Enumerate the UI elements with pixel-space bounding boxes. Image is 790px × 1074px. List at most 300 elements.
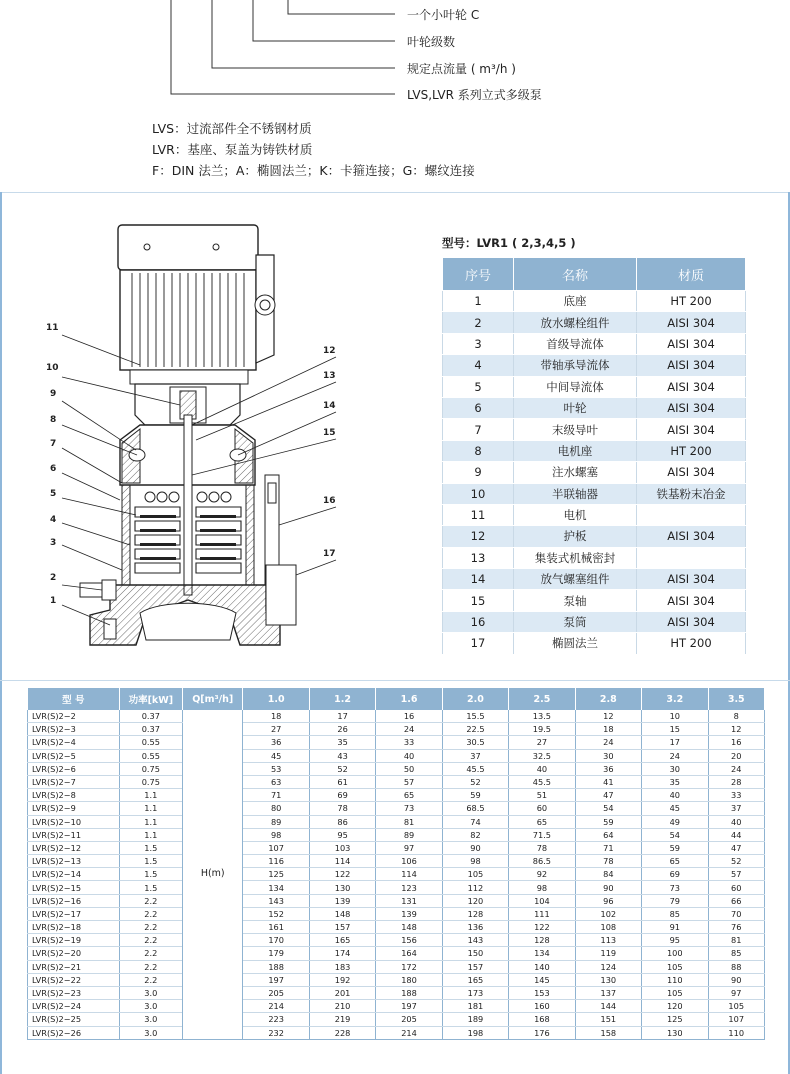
- perf-head-value: 150: [442, 947, 508, 960]
- part-index: 14: [443, 569, 514, 590]
- perf-head-value: 158: [575, 1026, 641, 1039]
- part-material: [637, 547, 746, 568]
- perf-power: 3.0: [119, 1000, 182, 1013]
- perf-power: 2.2: [119, 934, 182, 947]
- perf-head-value: 78: [509, 841, 575, 854]
- parts-table-body: [443, 291, 746, 655]
- perf-head-value: 214: [376, 1026, 442, 1039]
- perf-head-value: 30: [642, 762, 708, 775]
- perf-row: [28, 775, 765, 788]
- perf-power: 1.5: [119, 881, 182, 894]
- part-name: 护板: [514, 526, 637, 547]
- perf-model: LVR(S)2−23: [28, 986, 120, 999]
- perf-head-value: 161: [243, 921, 309, 934]
- frame-left-lower: [0, 682, 2, 1074]
- perf-head-value: 86.5: [509, 855, 575, 868]
- perf-head-value: 78: [309, 802, 375, 815]
- perf-power: 1.1: [119, 802, 182, 815]
- perf-header-flow-value: 3.2: [642, 688, 708, 710]
- part-material: HT 200: [637, 291, 746, 312]
- perf-head-value: 59: [642, 841, 708, 854]
- perf-head-value: 122: [309, 868, 375, 881]
- perf-head-value: 140: [509, 960, 575, 973]
- part-name: 注水螺塞: [514, 462, 637, 483]
- perf-head-value: 143: [243, 894, 309, 907]
- perf-head-value: 60: [708, 881, 765, 894]
- part-material: HT 200: [637, 633, 746, 654]
- perf-head-value: 180: [376, 973, 442, 986]
- perf-head-value: 16: [376, 710, 442, 723]
- perf-head-value: 65: [642, 855, 708, 868]
- perf-head-value: 105: [442, 868, 508, 881]
- parts-row: [443, 291, 746, 312]
- perf-row: [28, 855, 765, 868]
- perf-power: 1.1: [119, 789, 182, 802]
- pump-stages: [122, 475, 279, 585]
- perf-head-value: 73: [642, 881, 708, 894]
- perf-power: 1.1: [119, 828, 182, 841]
- note-lvs: LVS：过流部件全不锈钢材质: [152, 121, 312, 136]
- perf-power: 0.75: [119, 775, 182, 788]
- perf-head-value: 71: [575, 841, 641, 854]
- perf-head-value: 78: [575, 855, 641, 868]
- perf-head-value: 183: [309, 960, 375, 973]
- perf-head-value: 82: [442, 828, 508, 841]
- perf-model: LVR(S)2−13: [28, 855, 120, 868]
- perf-model: LVR(S)2−16: [28, 894, 120, 907]
- perf-power: 1.5: [119, 841, 182, 854]
- perf-row: [28, 1013, 765, 1026]
- perf-head-value: 188: [376, 986, 442, 999]
- perf-row: [28, 710, 765, 723]
- part-material: [637, 504, 746, 525]
- perf-head-value: 112: [442, 881, 508, 894]
- perf-power: 3.0: [119, 986, 182, 999]
- part-material: AISI 304: [637, 312, 746, 333]
- perf-power: 2.2: [119, 921, 182, 934]
- perf-head-value: 134: [509, 947, 575, 960]
- perf-model: LVR(S)2−15: [28, 881, 120, 894]
- perf-power: 1.1: [119, 815, 182, 828]
- perf-head-value: 173: [442, 986, 508, 999]
- perf-head-value: 71: [243, 789, 309, 802]
- perf-head-value: 89: [243, 815, 309, 828]
- perf-head-value: 51: [509, 789, 575, 802]
- code-label-rated-flow: 规定点流量 ( m³/h ): [407, 62, 516, 76]
- perf-head-value: 69: [309, 789, 375, 802]
- perf-head-value: 15.5: [442, 710, 508, 723]
- callout-5: 5: [50, 489, 57, 499]
- motor: [118, 225, 275, 384]
- perf-head-value: 110: [642, 973, 708, 986]
- perf-model: LVR(S)2−12: [28, 841, 120, 854]
- perf-head-value: 54: [575, 802, 641, 815]
- parts-row: [443, 397, 746, 418]
- perf-head-value: 37: [708, 802, 765, 815]
- perf-head-value: 124: [575, 960, 641, 973]
- part-name: 电机: [514, 504, 637, 525]
- perf-head-value: 24: [708, 762, 765, 775]
- part-index: 12: [443, 526, 514, 547]
- callout-15: 15: [323, 428, 336, 438]
- parts-row: [443, 569, 746, 590]
- perf-head-value: 44: [708, 828, 765, 841]
- perf-head-value: 27: [243, 723, 309, 736]
- part-name: 末级导叶: [514, 419, 637, 440]
- part-name: 集装式机械密封: [514, 547, 637, 568]
- perf-row: [28, 947, 765, 960]
- perf-head-value: 69: [642, 868, 708, 881]
- perf-head-value: 63: [243, 775, 309, 788]
- perf-head-value: 96: [575, 894, 641, 907]
- part-index: 8: [443, 440, 514, 461]
- callout-7: 7: [50, 439, 57, 449]
- perf-head-value: 12: [575, 710, 641, 723]
- perf-head-value: 28: [708, 775, 765, 788]
- part-index: 13: [443, 547, 514, 568]
- perf-head-value: 157: [442, 960, 508, 973]
- perf-head-value: 205: [376, 1013, 442, 1026]
- perf-head-value: 122: [509, 921, 575, 934]
- perf-head-value: 35: [642, 775, 708, 788]
- perf-model: LVR(S)2−21: [28, 960, 120, 973]
- perf-header-flow-value: 2.0: [442, 688, 508, 710]
- perf-head-value: 148: [309, 907, 375, 920]
- perf-head-value: 18: [575, 723, 641, 736]
- perf-power: 2.2: [119, 973, 182, 986]
- perf-head-value: 130: [642, 1026, 708, 1039]
- perf-head-value: 110: [708, 1026, 765, 1039]
- perf-head-value: 81: [376, 815, 442, 828]
- code-label-impeller-stages: 叶轮级数: [407, 35, 456, 49]
- perf-head-value: 90: [708, 973, 765, 986]
- parts-row: [443, 312, 746, 333]
- perf-row: [28, 749, 765, 762]
- perf-head-value: 71.5: [509, 828, 575, 841]
- perf-head-value: 125: [243, 868, 309, 881]
- part-material: 铁基粉末冶金: [637, 483, 746, 504]
- callout-9: 9: [50, 389, 57, 399]
- perf-model: LVR(S)2−24: [28, 1000, 120, 1013]
- perf-head-value: 100: [642, 947, 708, 960]
- part-material: AISI 304: [637, 419, 746, 440]
- perf-head-value: 156: [376, 934, 442, 947]
- perf-head-value: 210: [309, 1000, 375, 1013]
- part-index: 10: [443, 483, 514, 504]
- parts-row: [443, 633, 746, 654]
- parts-row: [443, 376, 746, 397]
- perf-head-value: 68.5: [442, 802, 508, 815]
- perf-head-value: 160: [509, 1000, 575, 1013]
- perf-row: [28, 828, 765, 841]
- perf-head-value: 201: [309, 986, 375, 999]
- perf-head-value: 40: [376, 749, 442, 762]
- perf-header-flow: Q[m³/h]: [183, 688, 243, 710]
- part-material: AISI 304: [637, 462, 746, 483]
- perf-model: LVR(S)2−7: [28, 775, 120, 788]
- part-name: 泵筒: [514, 611, 637, 632]
- perf-head-value: 59: [575, 815, 641, 828]
- part-index: 11: [443, 504, 514, 525]
- perf-head-value: 26: [309, 723, 375, 736]
- perf-model: LVR(S)2−8: [28, 789, 120, 802]
- perf-power: 3.0: [119, 1013, 182, 1026]
- perf-power: 0.37: [119, 710, 182, 723]
- perf-head-value: 74: [442, 815, 508, 828]
- perf-head-value: 197: [243, 973, 309, 986]
- part-material: AISI 304: [637, 569, 746, 590]
- perf-row: [28, 736, 765, 749]
- parts-row: [443, 547, 746, 568]
- perf-head-value: 116: [243, 855, 309, 868]
- perf-head-value: 105: [642, 986, 708, 999]
- part-index: 2: [443, 312, 514, 333]
- perf-head-value: 164: [376, 947, 442, 960]
- part-index: 15: [443, 590, 514, 611]
- perf-head-value: 197: [376, 1000, 442, 1013]
- perf-head-value: 130: [309, 881, 375, 894]
- part-name: 放气螺塞组件: [514, 569, 637, 590]
- perf-header-flow-value: 3.5: [708, 688, 765, 710]
- perf-head-value: 85: [642, 907, 708, 920]
- perf-row: [28, 986, 765, 999]
- perf-power: 0.75: [119, 762, 182, 775]
- parts-row: [443, 590, 746, 611]
- header-index: 序号: [443, 258, 514, 291]
- perf-head-value: 18: [243, 710, 309, 723]
- perf-header-flow-value: 2.8: [575, 688, 641, 710]
- perf-head-value: 80: [243, 802, 309, 815]
- perf-head-value: 10: [642, 710, 708, 723]
- part-material: AISI 304: [637, 526, 746, 547]
- perf-row: [28, 1026, 765, 1039]
- perf-head-value: 30.5: [442, 736, 508, 749]
- perf-power: 0.55: [119, 749, 182, 762]
- perf-power: 2.2: [119, 907, 182, 920]
- perf-row: [28, 907, 765, 920]
- perf-head-value: 134: [243, 881, 309, 894]
- callout-8: 8: [50, 415, 57, 425]
- part-name: 电机座: [514, 440, 637, 461]
- perf-head-value: 43: [309, 749, 375, 762]
- perf-model: LVR(S)2−10: [28, 815, 120, 828]
- callout-17: 17: [323, 549, 336, 559]
- perf-header-flow-value: 1.6: [376, 688, 442, 710]
- naming-code-leaders: [0, 0, 790, 110]
- perf-head-value: 176: [509, 1026, 575, 1039]
- perf-head-value: 189: [442, 1013, 508, 1026]
- part-material: AISI 304: [637, 590, 746, 611]
- perf-head-value: 24: [376, 723, 442, 736]
- section-divider: [0, 192, 790, 193]
- part-index: 16: [443, 611, 514, 632]
- perf-row: [28, 921, 765, 934]
- perf-model: LVR(S)2−17: [28, 907, 120, 920]
- perf-header-flow-value: 1.0: [243, 688, 309, 710]
- part-index: 9: [443, 462, 514, 483]
- perf-header-flow-value: 1.2: [309, 688, 375, 710]
- performance-table: [27, 688, 765, 1040]
- note-connection-types: F：DIN 法兰；A：椭圆法兰；K：卡箍连接；G：螺纹连接: [152, 163, 475, 178]
- frame-left: [0, 192, 2, 682]
- perf-head-value: 22.5: [442, 723, 508, 736]
- performance-table-header: [28, 688, 765, 710]
- perf-head-value: 168: [509, 1013, 575, 1026]
- parts-row: [443, 611, 746, 632]
- perf-model: LVR(S)2−19: [28, 934, 120, 947]
- note-lvr: LVR：基座、泵盖为铸铁材质: [152, 142, 313, 157]
- perf-head-value: 52: [442, 775, 508, 788]
- perf-head-value: 33: [708, 789, 765, 802]
- perf-row: [28, 723, 765, 736]
- callout-2: 2: [50, 573, 57, 583]
- perf-model: LVR(S)2−26: [28, 1026, 120, 1039]
- perf-head-value: 8: [708, 710, 765, 723]
- perf-head-value: 145: [509, 973, 575, 986]
- perf-head-label: H(m): [183, 710, 243, 1039]
- part-material: AISI 304: [637, 376, 746, 397]
- perf-head-value: 64: [575, 828, 641, 841]
- perf-head-value: 24: [575, 736, 641, 749]
- perf-head-value: 95: [642, 934, 708, 947]
- perf-head-value: 66: [708, 894, 765, 907]
- perf-head-value: 54: [642, 828, 708, 841]
- part-material: AISI 304: [637, 397, 746, 418]
- parts-row: [443, 526, 746, 547]
- perf-head-value: 86: [309, 815, 375, 828]
- code-label-series: LVS,LVR 系列立式多级泵: [407, 88, 542, 102]
- perf-head-value: 33: [376, 736, 442, 749]
- perf-head-value: 151: [575, 1013, 641, 1026]
- perf-head-value: 60: [509, 802, 575, 815]
- perf-head-value: 119: [575, 947, 641, 960]
- perf-header-model: 型 号: [28, 688, 120, 710]
- perf-head-value: 36: [243, 736, 309, 749]
- perf-head-value: 15: [642, 723, 708, 736]
- perf-head-value: 50: [376, 762, 442, 775]
- perf-head-value: 98: [442, 855, 508, 868]
- perf-head-value: 137: [575, 986, 641, 999]
- perf-head-value: 205: [243, 986, 309, 999]
- parts-row: [443, 440, 746, 461]
- pump-cross-section-drawing: [40, 215, 360, 655]
- perf-head-value: 157: [309, 921, 375, 934]
- parts-row: [443, 483, 746, 504]
- part-name: 半联轴器: [514, 483, 637, 504]
- perf-head-value: 139: [376, 907, 442, 920]
- perf-head-value: 113: [575, 934, 641, 947]
- header-material: 材质: [637, 258, 746, 291]
- perf-head-value: 45: [243, 749, 309, 762]
- part-name: 首级导流体: [514, 333, 637, 354]
- perf-head-value: 52: [309, 762, 375, 775]
- perf-head-value: 35: [309, 736, 375, 749]
- callout-6: 6: [50, 464, 57, 474]
- perf-head-value: 106: [376, 855, 442, 868]
- perf-model: LVR(S)2−25: [28, 1013, 120, 1026]
- perf-head-value: 131: [376, 894, 442, 907]
- perf-power: 0.37: [119, 723, 182, 736]
- perf-head-value: 103: [309, 841, 375, 854]
- perf-head-value: 223: [243, 1013, 309, 1026]
- perf-head-value: 98: [509, 881, 575, 894]
- perf-head-value: 120: [642, 1000, 708, 1013]
- perf-row: [28, 973, 765, 986]
- perf-head-value: 104: [509, 894, 575, 907]
- perf-head-value: 85: [708, 947, 765, 960]
- code-label-small-impeller: 一个小叶轮 C: [407, 8, 480, 22]
- perf-head-value: 90: [442, 841, 508, 854]
- perf-model: LVR(S)2−22: [28, 973, 120, 986]
- perf-head-value: 41: [575, 775, 641, 788]
- perf-head-value: 40: [642, 789, 708, 802]
- part-name: 叶轮: [514, 397, 637, 418]
- perf-head-value: 30: [575, 749, 641, 762]
- perf-head-value: 40: [708, 815, 765, 828]
- perf-head-value: 12: [708, 723, 765, 736]
- parts-row: [443, 355, 746, 376]
- perf-head-value: 53: [243, 762, 309, 775]
- perf-head-value: 70: [708, 907, 765, 920]
- perf-row: [28, 1000, 765, 1013]
- perf-head-value: 16: [708, 736, 765, 749]
- perf-head-value: 88: [708, 960, 765, 973]
- perf-head-value: 65: [376, 789, 442, 802]
- callout-4: 4: [50, 515, 57, 525]
- parts-table-header: [443, 258, 746, 291]
- perf-model: LVR(S)2−2: [28, 710, 120, 723]
- parts-row: [443, 419, 746, 440]
- perf-header-power: 功率[kW]: [119, 688, 182, 710]
- perf-power: 3.0: [119, 1026, 182, 1039]
- perf-row: [28, 960, 765, 973]
- part-material: AISI 304: [637, 611, 746, 632]
- parts-row: [443, 462, 746, 483]
- perf-head-value: 214: [243, 1000, 309, 1013]
- perf-head-value: 125: [642, 1013, 708, 1026]
- perf-head-value: 45: [642, 802, 708, 815]
- callout-14: 14: [323, 401, 336, 411]
- perf-head-value: 49: [642, 815, 708, 828]
- perf-head-value: 76: [708, 921, 765, 934]
- perf-head-value: 47: [575, 789, 641, 802]
- callout-3: 3: [50, 538, 57, 548]
- perf-head-value: 232: [243, 1026, 309, 1039]
- perf-head-value: 174: [309, 947, 375, 960]
- perf-head-value: 47: [708, 841, 765, 854]
- perf-head-value: 144: [575, 1000, 641, 1013]
- perf-head-value: 61: [309, 775, 375, 788]
- callout-16: 16: [323, 496, 336, 506]
- perf-head-value: 36: [575, 762, 641, 775]
- perf-power: 2.2: [119, 960, 182, 973]
- perf-head-value: 165: [309, 934, 375, 947]
- perf-row: [28, 841, 765, 854]
- perf-head-value: 17: [642, 736, 708, 749]
- perf-head-value: 84: [575, 868, 641, 881]
- perf-head-value: 95: [309, 828, 375, 841]
- perf-power: 2.2: [119, 894, 182, 907]
- perf-head-value: 89: [376, 828, 442, 841]
- perf-head-value: 152: [243, 907, 309, 920]
- perf-head-value: 192: [309, 973, 375, 986]
- perf-row: [28, 815, 765, 828]
- perf-head-value: 65: [509, 815, 575, 828]
- callout-1: 1: [50, 596, 57, 606]
- perf-head-value: 105: [708, 1000, 765, 1013]
- perf-head-value: 139: [309, 894, 375, 907]
- perf-head-value: 181: [442, 1000, 508, 1013]
